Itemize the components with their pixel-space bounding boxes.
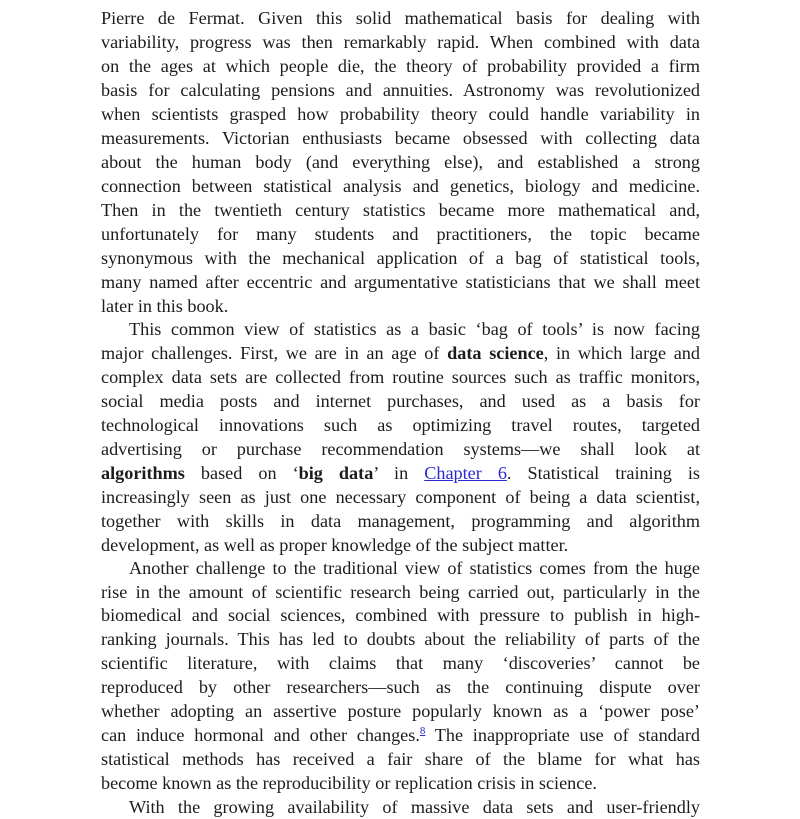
text-run: ’ in	[373, 463, 425, 483]
bold-term: algorithms	[101, 463, 185, 483]
text-run: This common view of statistics as a basic ‘bag of tools’ is now facing	[129, 319, 700, 339]
text-run: increasingly seen as just one necessary component of being a data scientist,	[101, 487, 700, 507]
text-line	[101, 723, 700, 747]
text-line	[101, 126, 700, 150]
text-run: Pierre de Fermat. Given this solid mathematical basis for dealing with	[101, 8, 700, 28]
text-line	[101, 461, 700, 485]
text-line	[101, 102, 700, 126]
text-line	[129, 556, 700, 580]
text-run: ranking journals. This has led to doubts about the reliability of parts of the	[101, 629, 700, 649]
text-run: when scientists grasped how probability theory could handle variability in	[101, 104, 700, 124]
text-line	[129, 317, 700, 341]
text-run: about the human body (and everything else), and established a strong	[101, 152, 700, 172]
text-run: connection between statistical analysis and genetics, biology and medicine.	[101, 176, 700, 196]
text-line	[101, 54, 700, 78]
text-line	[101, 437, 700, 461]
text-run: complex data sets are collected from routine sources such as traffic monitors,	[101, 367, 700, 387]
text-line	[101, 150, 700, 174]
text-run: synonymous with the mechanical application of a bag of statistical tools,	[101, 248, 700, 268]
text-line	[101, 78, 700, 102]
text-line	[101, 771, 700, 795]
text-run: Then in the twentieth century statistics became more mathematical and,	[101, 200, 700, 220]
text-line	[101, 341, 700, 365]
bold-term: data science	[447, 343, 544, 363]
text-line	[101, 174, 700, 198]
text-run: rise in the amount of scientific research being carried out, particularly in the	[101, 582, 700, 602]
chapter-link[interactable]: Chapter 6	[424, 463, 507, 483]
text-line	[101, 509, 700, 533]
text-line	[101, 533, 700, 557]
text-run: With the growing availability of massive data sets and user-friendly	[129, 797, 700, 817]
text-run: many named after eccentric and argumentative statisticians that we shall meet	[101, 272, 700, 292]
text-line	[101, 389, 700, 413]
text-run: on the ages at which people die, the theory of probability provided a firm	[101, 56, 700, 76]
text-line	[101, 580, 700, 604]
text-run: scientific literature, with claims that many ‘discoveries’ cannot be	[101, 653, 700, 673]
text-run: social media posts and internet purchases, and used as a basis for	[101, 391, 700, 411]
text-run: can induce hormonal and other changes.	[101, 725, 420, 745]
text-line	[101, 198, 700, 222]
text-run: variability, progress was then remarkably rapid. When combined with data	[101, 32, 700, 52]
text-line	[101, 627, 700, 651]
text-line	[101, 413, 700, 437]
text-line	[101, 270, 700, 294]
text-run: statistical methods has received a fair share of the blame for what has	[101, 749, 700, 769]
text-run: unfortunately for many students and practitioners, the topic became	[101, 224, 700, 244]
text-line	[101, 30, 700, 54]
text-run: major challenges. First, we are in an age of	[101, 343, 448, 363]
bold-term: big data	[298, 463, 374, 483]
text-run: basis for calculating pensions and annuities. Astronomy was revolutionized	[101, 80, 700, 100]
text-line	[101, 294, 700, 318]
text-line	[101, 485, 700, 509]
text-line	[101, 6, 700, 30]
text-run: development, as well as proper knowledge of the subject matter.	[101, 535, 569, 555]
text-run: become known as the reproducibility or replication crisis in science.	[101, 773, 597, 793]
text-line	[129, 795, 700, 819]
text-run: , in which large and	[543, 343, 700, 363]
text-line	[101, 747, 700, 771]
text-run: The inappropriate use of standard	[425, 725, 700, 745]
book-page	[101, 0, 700, 817]
text-run: . Statistical training is	[506, 463, 700, 483]
text-line	[101, 246, 700, 270]
text-run: reproduced by other researchers—such as the continuing dispute over	[101, 677, 700, 697]
text-line	[101, 365, 700, 389]
text-line	[101, 603, 700, 627]
text-line	[101, 651, 700, 675]
text-line	[101, 699, 700, 723]
text-run: measurements. Victorian enthusiasts became obsessed with collecting data	[101, 128, 700, 148]
text-run: together with skills in data management, programming and algorithm	[101, 511, 700, 531]
text-run: biomedical and social sciences, combined with pressure to publish in high-	[101, 605, 700, 625]
text-run: Another challenge to the traditional view of statistics comes from the huge	[129, 558, 700, 578]
text-line	[101, 675, 700, 699]
footnote-reference-link[interactable]: 8	[419, 725, 426, 737]
text-line	[101, 222, 700, 246]
text-run: based on ‘	[184, 463, 299, 483]
text-run: later in this book.	[101, 296, 229, 316]
text-run: advertising or purchase recommendation systems—we shall look at	[101, 439, 700, 459]
text-run: technological innovations such as optimizing travel routes, targeted	[101, 415, 700, 435]
text-run: whether adopting an assertive posture popularly known as a ‘power pose’	[101, 701, 700, 721]
